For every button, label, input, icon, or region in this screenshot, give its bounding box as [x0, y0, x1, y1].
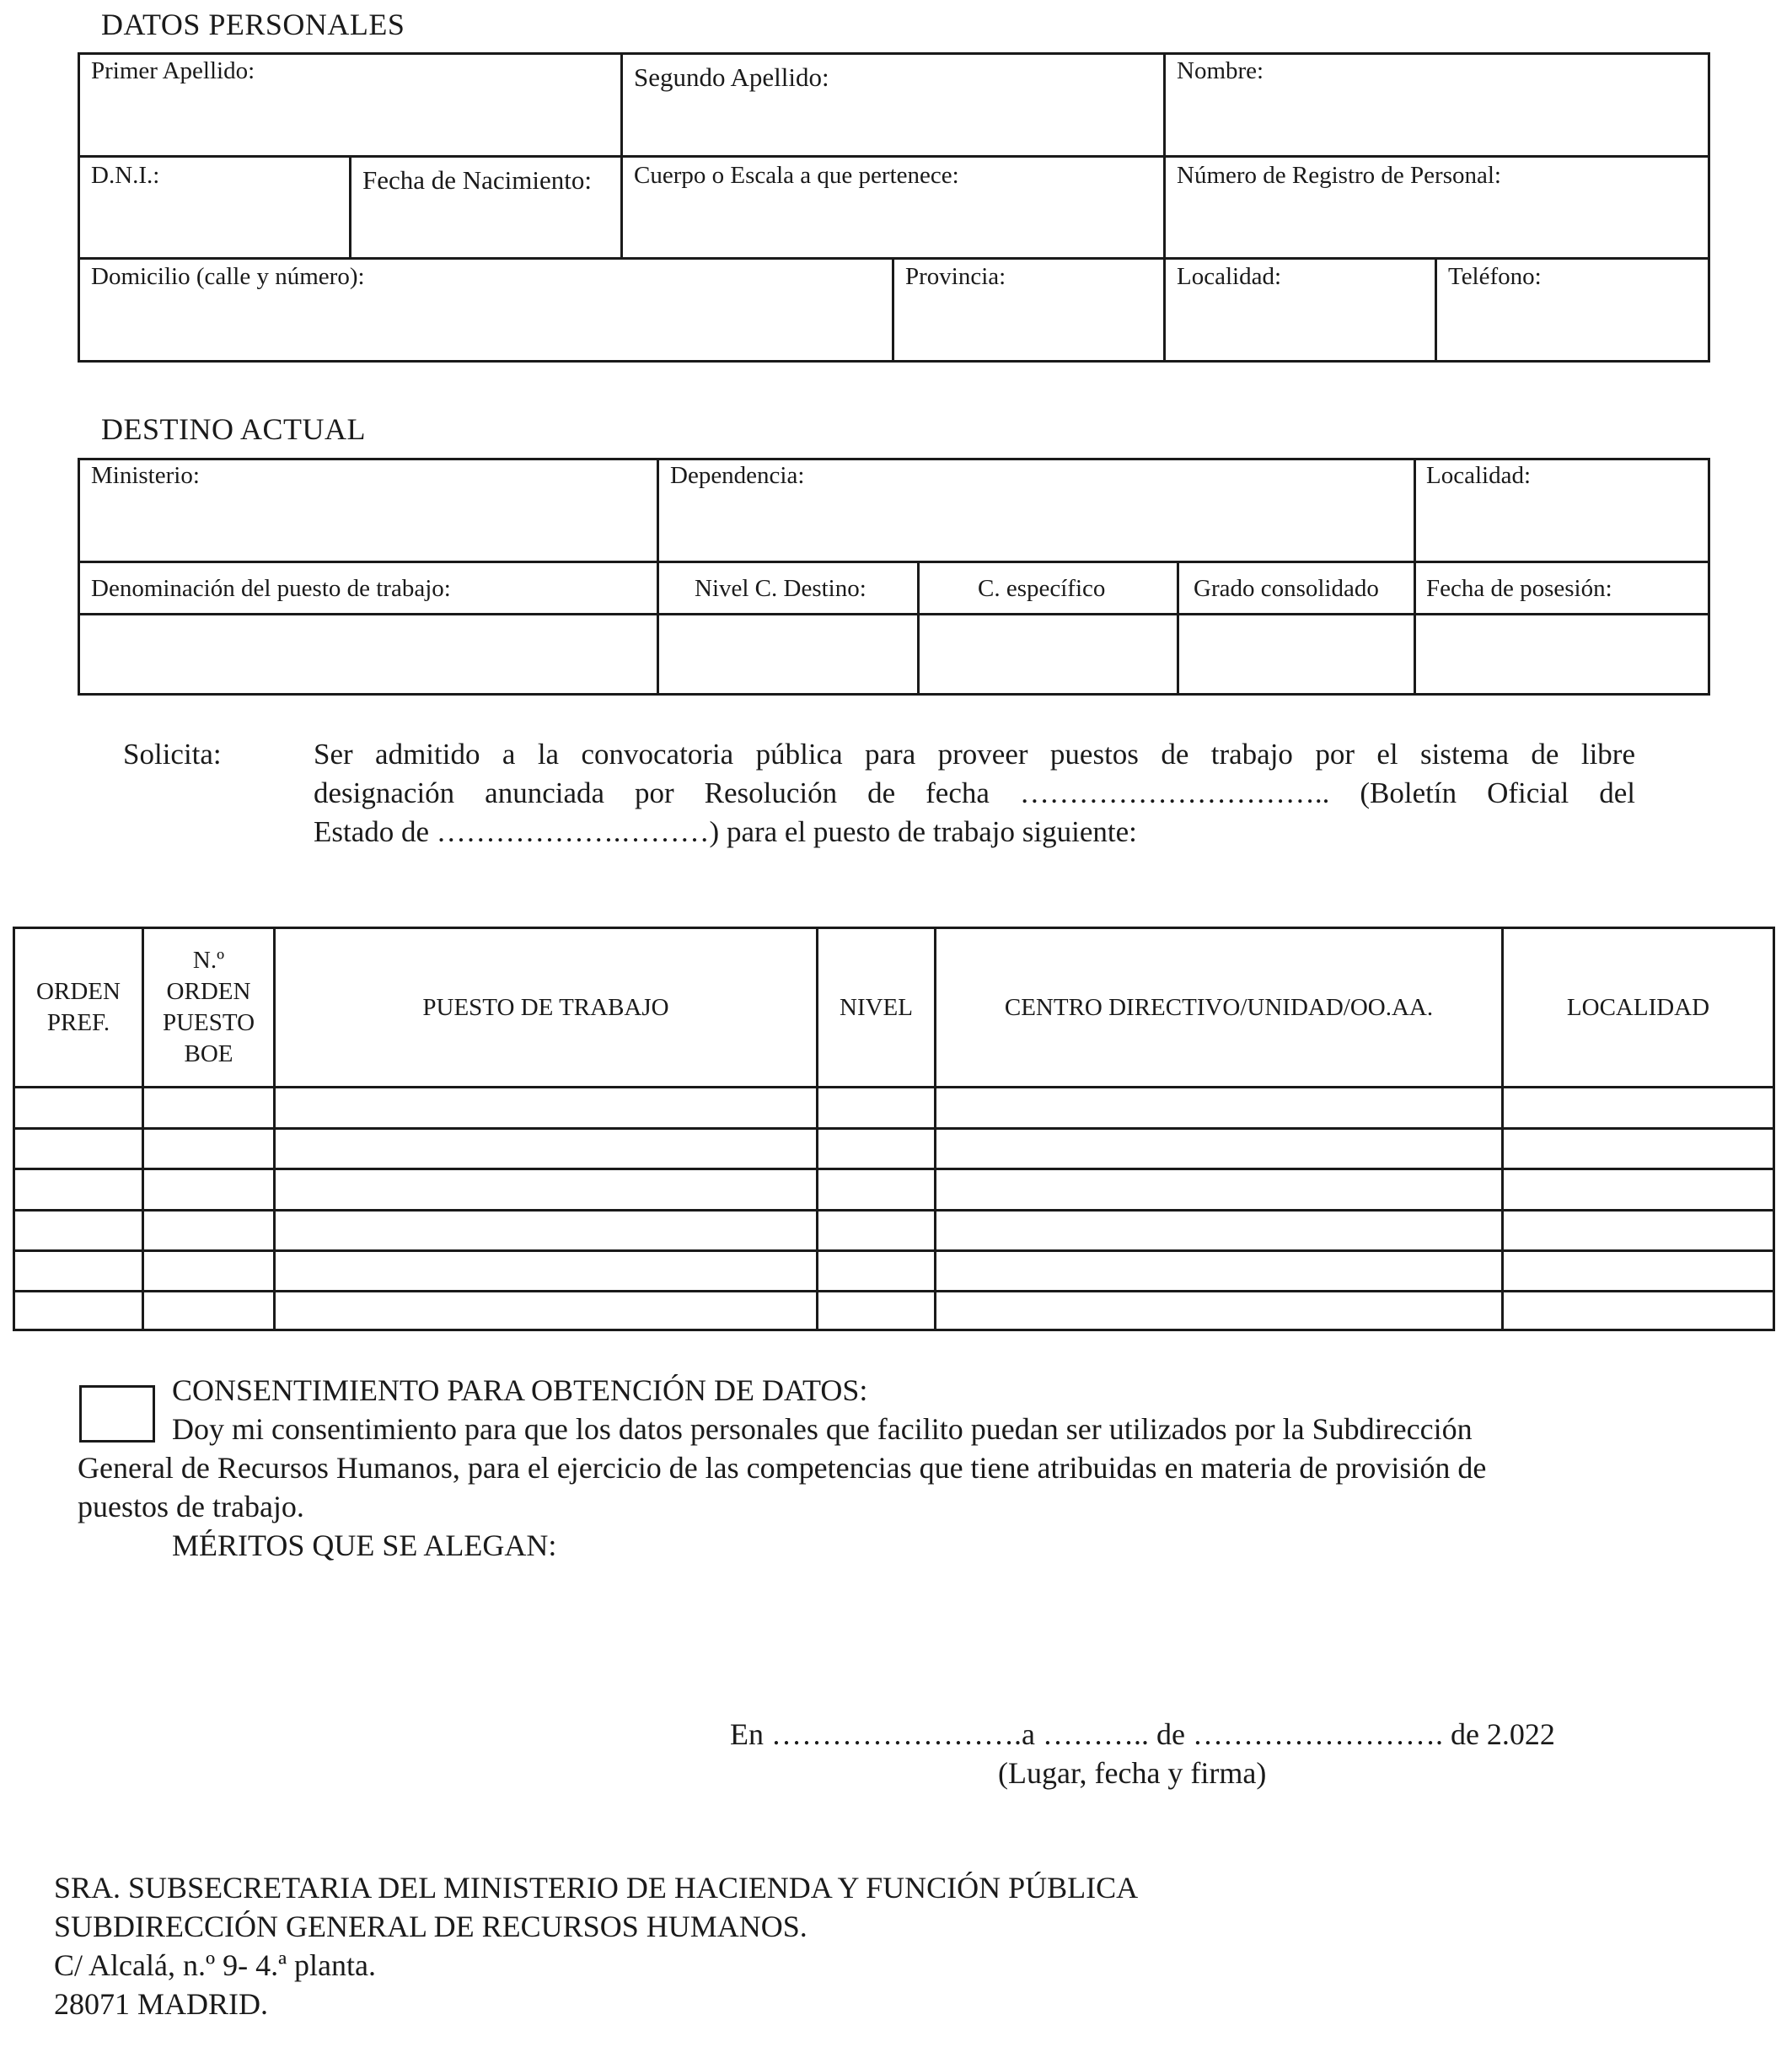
cell-puesto-de-trabajo[interactable] — [276, 1088, 816, 1127]
fecha-posesion-field[interactable] — [1417, 616, 1708, 693]
cell-localidad[interactable] — [1504, 1292, 1770, 1326]
header-orden-pref-line-2: PREF. — [46, 1009, 110, 1036]
ministerio-field[interactable] — [81, 461, 655, 559]
domicilio-label: Domicilio (calle y número): — [91, 263, 365, 290]
numero-registro-field[interactable] — [1167, 158, 1708, 256]
cell-orden-pref[interactable] — [15, 1252, 142, 1290]
localidad-field[interactable] — [1167, 261, 1433, 360]
dependencia-field[interactable] — [660, 461, 1412, 559]
cell-centro-directivo[interactable] — [936, 1212, 1501, 1249]
fecha-posesion-label: Fecha de posesión: — [1426, 575, 1612, 602]
header-n-orden-line-3: PUESTO — [162, 1009, 255, 1036]
cell-centro-directivo[interactable] — [936, 1170, 1501, 1209]
cell-orden-pref[interactable] — [15, 1292, 142, 1326]
solicita-line-2: designación anunciada por Resolución de fecha ………………………….. (Boletín Oficial del — [314, 776, 1635, 809]
divider — [78, 561, 1710, 563]
consentimiento-line-1: Doy mi consentimiento para que los datos personales que facilito puedan ser utilizados por la Subdirección — [172, 1412, 1473, 1446]
divider — [1414, 458, 1416, 696]
cell-nivel[interactable] — [818, 1292, 934, 1326]
cell-orden-pref[interactable] — [15, 1130, 142, 1168]
meritos-title: MÉRITOS QUE SE ALEGAN: — [172, 1529, 557, 1562]
header-n-orden-line-2: ORDEN — [166, 978, 251, 1005]
destinatario-line-2: SUBDIRECCIÓN GENERAL DE RECURSOS HUMANOS. — [54, 1910, 807, 1943]
header-puesto-de-trabajo: PUESTO DE TRABAJO — [422, 993, 669, 1021]
cell-puesto-de-trabajo[interactable] — [276, 1292, 816, 1326]
solicita-line-3: Estado de ……………….………) para el puesto de trabajo siguiente: — [314, 815, 1137, 848]
cell-nivel[interactable] — [818, 1170, 934, 1209]
header-n-orden-line-1: N.º — [192, 947, 225, 974]
header-n-orden-puesto — [144, 929, 273, 1086]
cell-n-orden-puesto[interactable] — [144, 1130, 273, 1168]
segundo-apellido-field[interactable] — [624, 56, 1162, 153]
consentimiento-line-3: puestos de trabajo. — [78, 1490, 304, 1523]
cell-nivel[interactable] — [818, 1212, 934, 1249]
dni-field[interactable] — [81, 158, 347, 256]
divider — [78, 613, 1710, 615]
cell-n-orden-puesto[interactable] — [144, 1292, 273, 1326]
domicilio-field[interactable] — [81, 261, 890, 360]
cell-centro-directivo[interactable] — [936, 1252, 1501, 1290]
header-orden-pref — [15, 929, 142, 1086]
cell-centro-directivo[interactable] — [936, 1088, 1501, 1127]
cell-nivel[interactable] — [818, 1130, 934, 1168]
divider — [620, 52, 623, 259]
destinatario-line-4: 28071 MADRID. — [54, 1987, 269, 2021]
cell-n-orden-puesto[interactable] — [144, 1170, 273, 1209]
cell-puesto-de-trabajo[interactable] — [276, 1170, 816, 1209]
cell-nivel[interactable] — [818, 1088, 934, 1127]
cell-puesto-de-trabajo[interactable] — [276, 1212, 816, 1249]
cell-nivel[interactable] — [818, 1252, 934, 1290]
nivel-destino-field[interactable] — [660, 616, 915, 693]
cell-localidad[interactable] — [1504, 1212, 1770, 1249]
divider — [892, 257, 894, 363]
cell-orden-pref[interactable] — [15, 1212, 142, 1249]
destinatario-line-3: C/ Alcalá, n.º 9- 4.ª planta. — [54, 1948, 377, 1982]
divider — [917, 561, 920, 696]
cell-localidad[interactable] — [1504, 1088, 1770, 1127]
c-especifico-label: C. específico — [978, 575, 1106, 602]
cell-centro-directivo[interactable] — [936, 1130, 1501, 1168]
numero-registro-label: Número de Registro de Personal: — [1177, 162, 1501, 189]
provincia-label: Provincia: — [905, 263, 1006, 290]
segundo-apellido-label: Segundo Apellido: — [634, 62, 829, 92]
divider — [349, 155, 351, 259]
header-centro-directivo: CENTRO DIRECTIVO/UNIDAD/OO.AA. — [1004, 993, 1434, 1021]
datos-personales-title: DATOS PERSONALES — [101, 8, 405, 41]
cell-localidad[interactable] — [1504, 1130, 1770, 1168]
cuerpo-escala-field[interactable] — [624, 158, 1162, 256]
telefono-label: Teléfono: — [1448, 263, 1542, 290]
cell-n-orden-puesto[interactable] — [144, 1088, 273, 1127]
nombre-field[interactable] — [1167, 56, 1708, 153]
fecha-nacimiento-field[interactable] — [352, 158, 619, 256]
consentimiento-line-2: General de Recursos Humanos, para el ejercicio de las competencias que tiene atribuidas en materia de provisión de — [78, 1451, 1487, 1485]
cell-localidad[interactable] — [1504, 1252, 1770, 1290]
meritos-field[interactable] — [78, 1568, 1713, 1711]
cell-localidad[interactable] — [1504, 1170, 1770, 1209]
destino-actual-title: DESTINO ACTUAL — [101, 412, 366, 446]
grado-consolidado-field[interactable] — [1180, 616, 1412, 693]
solicita-label: Solicita: — [123, 738, 222, 771]
ministerio-label: Ministerio: — [91, 462, 200, 489]
divider — [657, 458, 659, 696]
destinatario-line-1: SRA. SUBSECRETARIA DEL MINISTERIO DE HACIENDA Y FUNCIÓN PÚBLICA — [54, 1871, 1139, 1905]
fecha-nacimiento-label: Fecha de Nacimiento: — [362, 165, 593, 195]
dependencia-label: Dependencia: — [670, 462, 805, 489]
consentimiento-title: CONSENTIMIENTO PARA OBTENCIÓN DE DATOS: — [172, 1373, 868, 1407]
cell-orden-pref[interactable] — [15, 1170, 142, 1209]
consentimiento-checkbox[interactable] — [79, 1385, 155, 1443]
localidad-label: Localidad: — [1177, 263, 1282, 290]
localidad-destino-label: Localidad: — [1426, 462, 1532, 489]
header-n-orden-line-4: BOE — [184, 1040, 233, 1067]
nombre-label: Nombre: — [1177, 57, 1264, 84]
cell-n-orden-puesto[interactable] — [144, 1212, 273, 1249]
lugar-fecha-caption: (Lugar, fecha y firma) — [998, 1756, 1267, 1790]
header-nivel: NIVEL — [840, 993, 913, 1021]
cell-centro-directivo[interactable] — [936, 1292, 1501, 1326]
cuerpo-escala-label: Cuerpo o Escala a que pertenece: — [634, 162, 959, 189]
provincia-field[interactable] — [895, 261, 1162, 360]
cell-orden-pref[interactable] — [15, 1088, 142, 1127]
divider — [1177, 561, 1179, 696]
divider — [1435, 257, 1437, 363]
telefono-field[interactable] — [1438, 261, 1708, 360]
grado-consolidado-label: Grado consolidado — [1194, 575, 1379, 602]
cell-n-orden-puesto[interactable] — [144, 1252, 273, 1290]
primer-apellido-field[interactable] — [81, 56, 619, 153]
primer-apellido-label: Primer Apellido: — [91, 57, 255, 84]
solicita-line-1: Ser admitido a la convocatoria pública para proveer puestos de trabajo por el sistema de libre — [314, 738, 1635, 771]
lugar-fecha-line: En …………………….a ……….. de ……………………. de 2.022 — [730, 1717, 1555, 1751]
nivel-destino-label: Nivel C. Destino: — [695, 575, 866, 602]
localidad-destino-field[interactable] — [1417, 461, 1708, 559]
cell-puesto-de-trabajo[interactable] — [276, 1252, 816, 1290]
denominacion-puesto-field[interactable] — [81, 616, 655, 693]
divider — [1163, 52, 1166, 363]
dni-label: D.N.I.: — [91, 162, 160, 189]
cell-puesto-de-trabajo[interactable] — [276, 1130, 816, 1168]
header-localidad: LOCALIDAD — [1566, 993, 1710, 1021]
header-orden-pref-line-1: ORDEN — [36, 978, 121, 1005]
c-especifico-field[interactable] — [920, 616, 1175, 693]
divider — [78, 155, 1710, 158]
denominacion-puesto-label: Denominación del puesto de trabajo: — [91, 575, 451, 602]
